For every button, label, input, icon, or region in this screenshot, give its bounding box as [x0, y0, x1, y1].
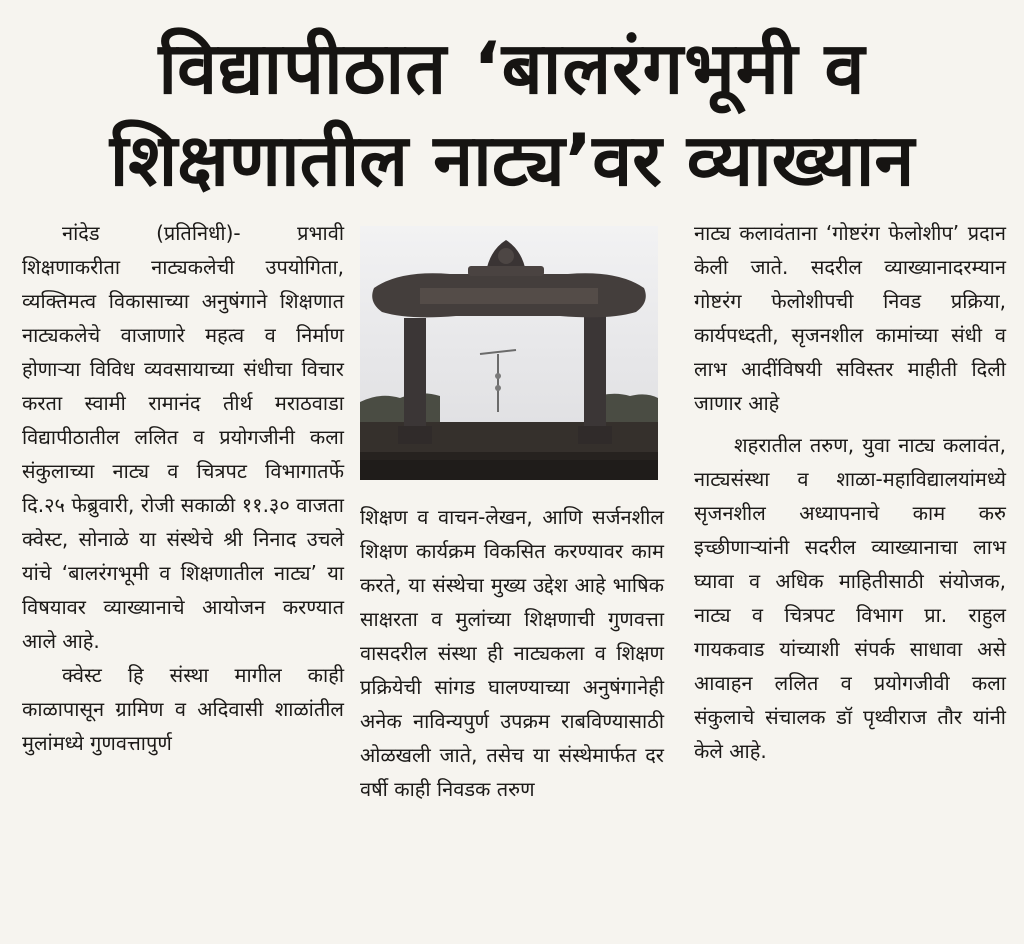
- university-gate-photo: [360, 226, 658, 480]
- article-column-3: [694, 216, 1006, 768]
- column-3-paragraph-2: शहरातील तरुण, युवा नाट्य कलावंत, नाट्यसंस्था व शाळा-महाविद्यालयांमध्ये सृजनशील अध्यापनाचे काम करु इच्छीणाऱ्यांनी सदरील व्याख्यानाचा लाभ घ्यावा व अधिक माहितीसाठी संयोजक, नाट्य व चित्रपट विभाग प्रा. राहुल गायकवाड यांच्याशी संपर्क साधावा असे आवाहन ललित व प्रयोगजीवी कला संकुलाचे संचालक डॉ पृथ्वीराज तौर यांनी केले आहे.: [694, 433, 1006, 763]
- column-3-paragraph-1: नाट्य कलावंताना ‘गोष्टरंग फेलोशीप’ प्रदान केली जाते. सदरील व्याख्यानादरम्यान गोष्टरंग फेलोशीपची निवड प्रक्रिया, कार्यपध्दती, सृजनशील कामांच्या संधी व लाभ आदींविषयी सविस्तर माहीती दिली जाणार आहे: [694, 221, 1006, 415]
- article-column-2: [360, 500, 664, 806]
- column-1-paragraph-2: क्वेस्ट हि संस्था मागील काही काळापासून ग्रामिण व अदिवासी शाळांतील मुलांमध्ये गुणवत्तापुर्ण: [22, 663, 344, 755]
- headline: [0, 22, 1024, 206]
- headline-line-2: शिक्षणातील नाट्य’वर व्याख्यान: [109, 118, 915, 202]
- gate-illustration: [360, 226, 658, 480]
- column-2-paragraph-1: शिक्षण व वाचन-लेखन, आणि सर्जनशील शिक्षण कार्यक्रम विकसित करण्यावर काम करते, या संस्थेचा मुख्य उद्देश आहे भाषिक साक्षरता व मुलांच्या शिक्षणाची गुणवत्ता वासदरील संस्था ही नाट्यकला व शिक्षण प्रक्रियेची सांगड घालण्याच्या अनुषंगानेही अनेक नाविन्यपुर्ण उपक्रम राबविण्यासाठी ओळखली जाते, तसेच या संस्थेमार्फत दर वर्षी काही निवडक तरुण: [360, 505, 664, 801]
- article-column-1: [22, 216, 344, 760]
- headline-line-1: विद्यापीठात ‘बालरंगभूमी व: [158, 26, 866, 110]
- column-1-paragraph-1: नांदेड (प्रतिनिधी)- प्रभावी शिक्षणाकरीता नाट्यकलेची उपयोगिता, व्यक्तिमत्व विकासाच्या अनुषंगाने शिक्षणात नाट्यकलेचे वाजाणारे महत्व व निर्माण होणाऱ्या विविध व्यवसायाच्या संधीचा विचार करता स्वामी रामानंद तीर्थ मराठवाडा विद्यापीठातील ललित व प्रयोगजीनी कला संकुलाच्या नाट्य व चित्रपट विभागातर्फे दि.२५ फेब्रुवारी, रोजी सकाळी ११.३० वाजता क्वेस्ट, सोनाळे या संस्थेचे श्री निनाद उचले यांचे ‘बालरंगभूमी व शिक्षणातील नाट्य’ या विषयावर व्याख्यानाचे आयोजन करण्यात आले आहे.: [22, 221, 344, 653]
